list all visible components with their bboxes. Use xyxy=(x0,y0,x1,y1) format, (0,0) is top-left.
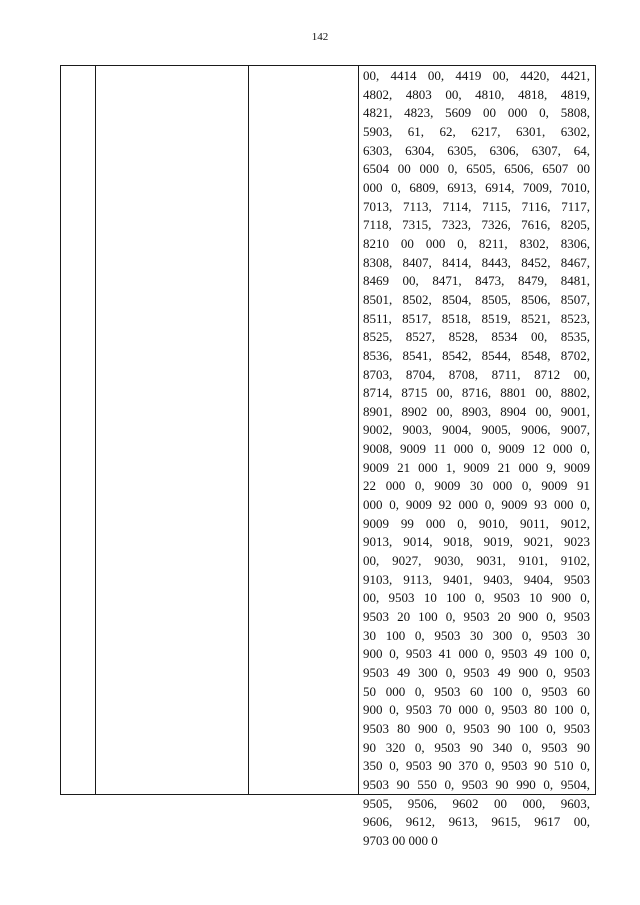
codes-line: 8901, 8902 00, 8903, 8904 00, 9001, xyxy=(363,403,590,419)
codes-line: 9013, 9014, 9018, 9019, 9021, 9023 xyxy=(363,534,590,550)
codes-line: 9505, 9506, 9602 00 000, 9603, xyxy=(363,795,590,811)
codes-line: 6303, 6304, 6305, 6306, 6307, 64, xyxy=(363,142,590,158)
codes-line: 5903, 61, 62, 6217, 6301, 6302, xyxy=(363,123,590,139)
codes-line: 8703, 8704, 8708, 8711, 8712 00, xyxy=(363,366,590,382)
codes-line: 8501, 8502, 8504, 8505, 8506, 8507, xyxy=(363,291,590,307)
codes-line: 9703 00 000 0 xyxy=(363,832,438,848)
codes-line: 50 000 0, 9503 60 100 0, 9503 60 xyxy=(363,683,590,699)
codes-line: 00, 9027, 9030, 9031, 9101, 9102, xyxy=(363,553,590,569)
codes-line: 7118, 7315, 7323, 7326, 7616, 8205, xyxy=(363,217,590,233)
codes-line: 9002, 9003, 9004, 9005, 9006, 9007, xyxy=(363,422,590,438)
codes-line: 8525, 8527, 8528, 8534 00, 8535, xyxy=(363,329,590,345)
codes-line: 9606, 9612, 9613, 9615, 9617 00, xyxy=(363,814,590,830)
codes-line: 4821, 4823, 5609 00 000 0, 5808, xyxy=(363,105,590,121)
codes-line: 00, 4414 00, 4419 00, 4420, 4421, xyxy=(363,68,590,83)
codes-line: 4802, 4803 00, 4810, 4818, 4819, xyxy=(363,86,590,102)
codes-line: 8536, 8541, 8542, 8544, 8548, 8702, xyxy=(363,347,590,363)
codes-line: 8210 00 000 0, 8211, 8302, 8306, xyxy=(363,235,590,251)
codes-line: 9103, 9113, 9401, 9403, 9404, 9503 xyxy=(363,571,590,587)
codes-line: 9503 49 300 0, 9503 49 900 0, 9503 xyxy=(363,665,590,680)
codes-line: 9503 20 100 0, 9503 20 900 0, 9503 xyxy=(363,609,590,625)
codes-line: 900 0, 9503 70 000 0, 9503 80 100 0, xyxy=(363,702,590,718)
codes-line: 8511, 8517, 8518, 8519, 8521, 8523, xyxy=(363,310,590,326)
codes-line: 000 0, 6809, 6913, 6914, 7009, 7010, xyxy=(363,179,590,195)
column-divider-2 xyxy=(248,66,249,794)
codes-line: 9503 80 900 0, 9503 90 100 0, 9503 xyxy=(363,720,590,736)
column-divider-1 xyxy=(95,66,96,794)
tn-ved-codes-cell xyxy=(359,66,593,851)
codes-line: 6504 00 000 0, 6505, 6506, 6507 00 xyxy=(363,161,590,177)
codes-line: 90 320 0, 9503 90 340 0, 9503 90 xyxy=(363,739,590,755)
codes-line: 22 000 0, 9009 30 000 0, 9009 91 xyxy=(363,478,590,494)
codes-line: 9009 21 000 1, 9009 21 000 9, 9009 xyxy=(363,459,590,475)
codes-line: 000 0, 9009 92 000 0, 9009 93 000 0, xyxy=(363,497,590,513)
codes-line: 900 0, 9503 41 000 0, 9503 49 100 0, xyxy=(363,646,590,662)
codes-line: 350 0, 9503 90 370 0, 9503 90 510 0, xyxy=(363,758,590,774)
page-number: 142 xyxy=(311,31,329,43)
codes-line: 8714, 8715 00, 8716, 8801 00, 8802, xyxy=(363,385,590,401)
codes-line: 9008, 9009 11 000 0, 9009 12 000 0, xyxy=(363,441,590,457)
codes-line: 9009 99 000 0, 9010, 9011, 9012, xyxy=(363,515,590,531)
codes-line: 30 100 0, 9503 30 300 0, 9503 30 xyxy=(363,627,590,643)
codes-line: 8469 00, 8471, 8473, 8479, 8481, xyxy=(363,273,590,289)
codes-line: 8308, 8407, 8414, 8443, 8452, 8467, xyxy=(363,254,590,270)
codes-line: 7013, 7113, 7114, 7115, 7116, 7117, xyxy=(363,198,590,214)
codes-line: 00, 9503 10 100 0, 9503 10 900 0, xyxy=(363,590,590,606)
codes-line: 9503 90 550 0, 9503 90 990 0, 9504, xyxy=(363,776,590,792)
codes-table xyxy=(60,65,596,848)
